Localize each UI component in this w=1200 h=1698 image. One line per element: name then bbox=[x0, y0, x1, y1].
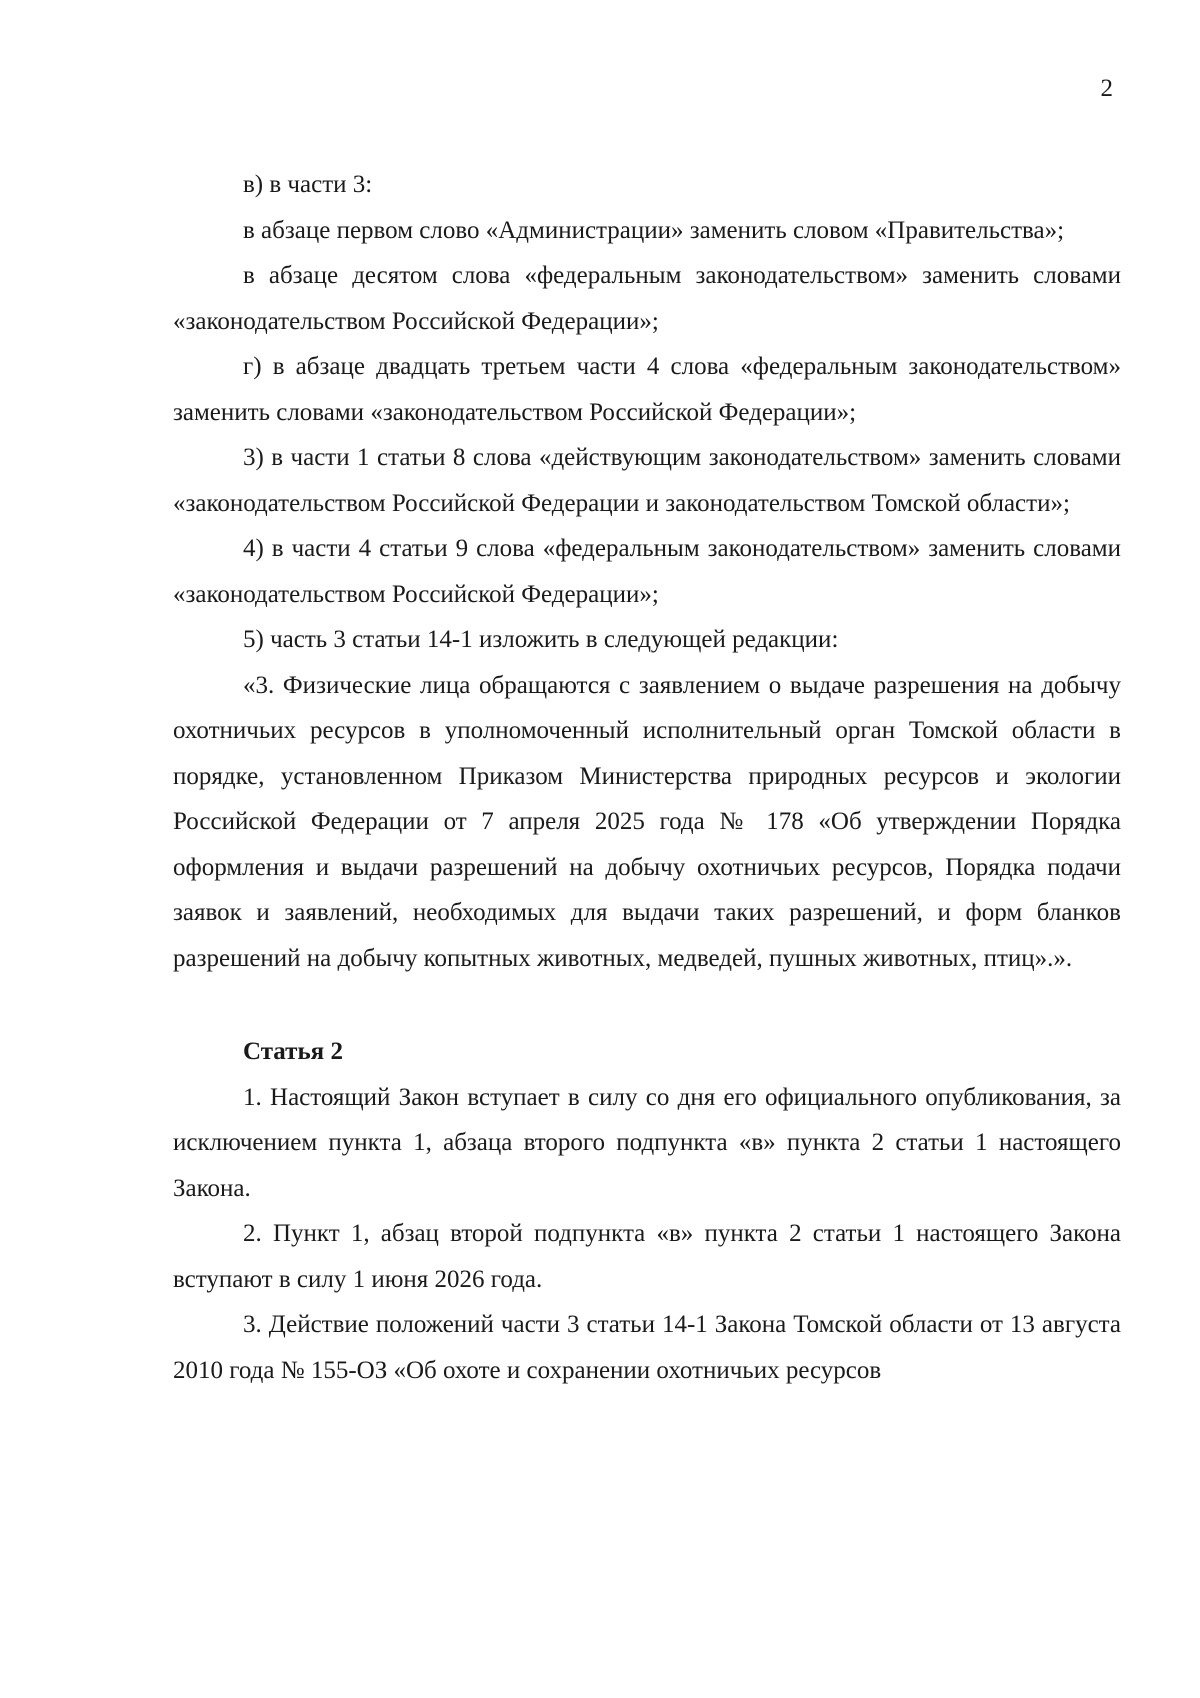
paragraph-item-3: 3) в части 1 статьи 8 слова «действующим законодательством» заменить словами «законодательством Российской Федерации и законодательством Томской области»; bbox=[173, 444, 1121, 517]
paragraph-item-5: 5) часть 3 статьи 14-1 изложить в следующей редакции: bbox=[243, 626, 839, 653]
paragraph-article2-item-1: 1. Настоящий Закон вступает в силу со дня его официального опубликования, за исключением пункта 1, абзаца второго подпункта «в» пункта 2 статьи 1 настоящего Закона. bbox=[173, 1083, 1121, 1202]
paragraph-item-4: 4) в части 4 статьи 9 слова «федеральным законодательством» заменить словами «законодательством Российской Федерации»; bbox=[173, 535, 1121, 608]
section-gap bbox=[173, 981, 1121, 1029]
paragraph-subitem-g: г) в абзаце двадцать третьем части 4 слова «федеральным законодательством» заменить словами «законодательством Российской Федерации»; bbox=[173, 353, 1121, 426]
paragraph-article2-item-3: 3. Действие положений части 3 статьи 14-1 Закона Томской области от 13 августа 2010 года № 155-ОЗ «Об охоте и сохранении охотничьих ресурсов bbox=[173, 1311, 1121, 1384]
paragraph-abzac-desyatyi: в абзаце десятом слова «федеральным законодательством» заменить словами «законодательством Российской Федерации»; bbox=[173, 262, 1121, 335]
paragraph-abzac-pervyi: в абзаце первом слово «Администрации» заменить словом «Правительства»; bbox=[243, 216, 1065, 244]
paragraph-subitem-v: в) в части 3: bbox=[243, 171, 373, 198]
article-heading: Статья 2 bbox=[243, 1038, 343, 1065]
page-number: 2 bbox=[1100, 75, 1113, 102]
paragraph-article2-item-2: 2. Пункт 1, абзац второй подпункта «в» пункта 2 статьи 1 настоящего Закона вступают в силу 1 июня 2026 года. bbox=[173, 1220, 1121, 1293]
paragraph-quoted-part-3: «3. Физические лица обращаются с заявлением о выдаче разрешения на добычу охотничьих ресурсов в уполномоченный исполнительный орган Томской области в порядке, установленном Приказом Министерства природных ресурсов и экологии Российской Федерации от 7 апреля 2025 года № 178 «Об утверждении Порядка оформления и выдачи разрешений на добычу охотничьих ресурсов, Порядка подачи заявок и заявлений, необходимых для выдачи таких разрешений, и форм бланков разрешений на добычу копытных животных, медведей, пушных животных, птиц».». bbox=[173, 671, 1121, 972]
document-body bbox=[173, 162, 1121, 1393]
